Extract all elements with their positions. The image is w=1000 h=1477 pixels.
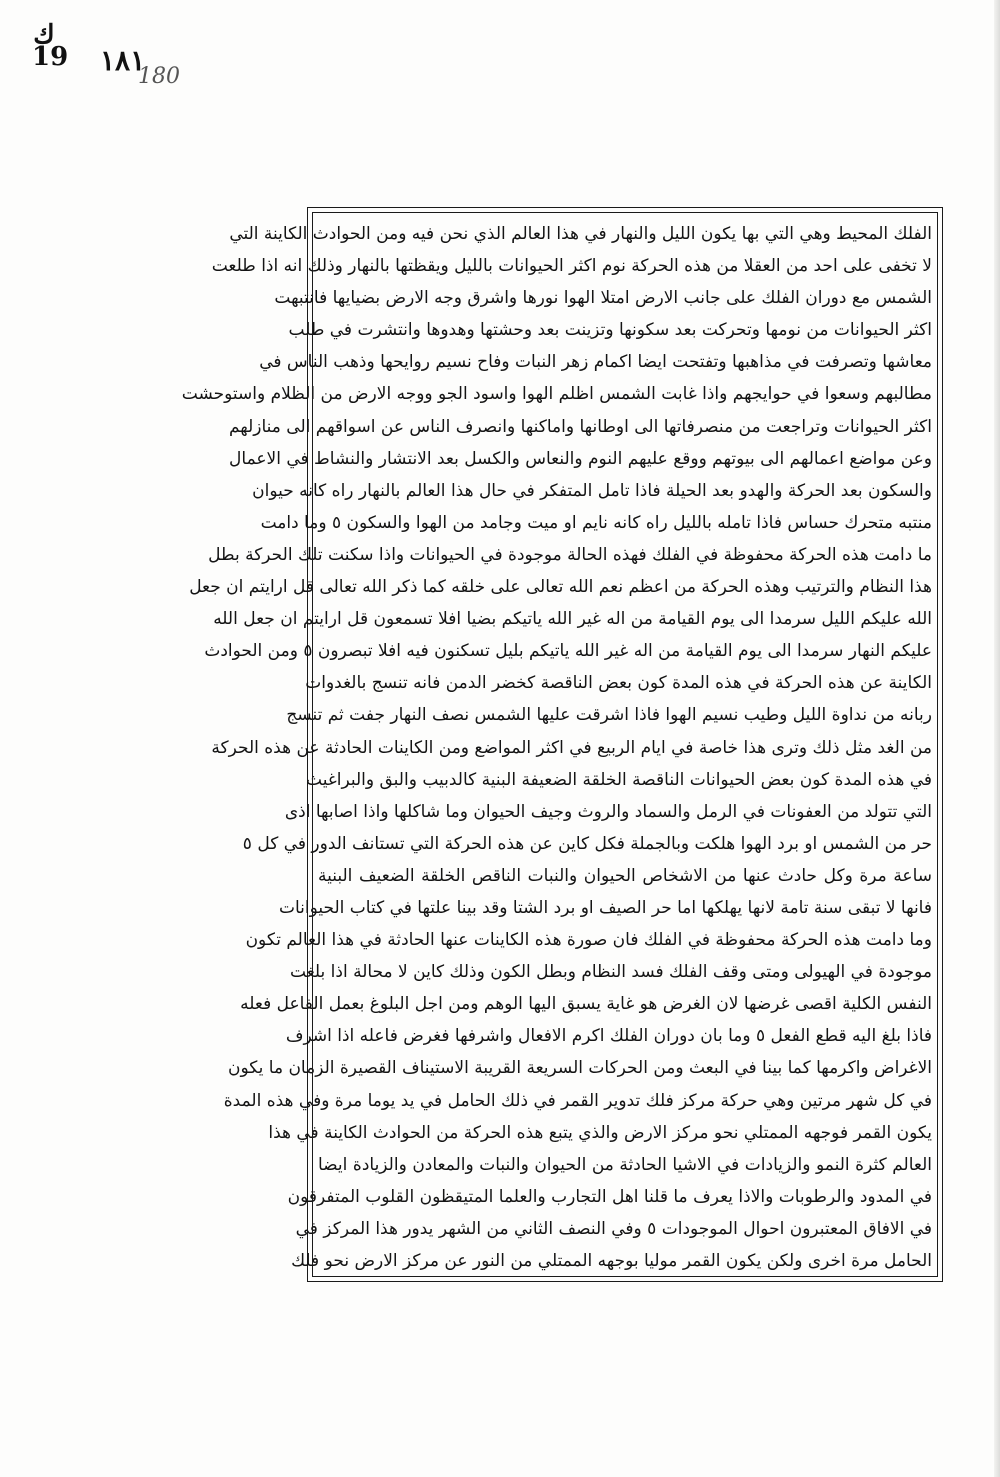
manuscript-line: معاشها وتصرفت في مذاهبها وتفتحت ايضا اكمام زهر النبات وفاح نسيم روايحها وذهب الناس في [259, 352, 932, 373]
manuscript-line: النفس الكلية اقصى غرضها لان الغرض هو غاية يسبق اليها الوهم ومن اجل البلوغ بعمل الفاعل فعله [240, 994, 932, 1015]
manuscript-line: الحامل مرة اخرى ولكن يكون القمر موليا بوجهه الممتلي من النور عن مركز الارض نحو فلك [291, 1251, 932, 1271]
manuscript-line: عليكم النهار سرمدا الى يوم القيامة من اله غير الله ياتيكم بليل تسكنون فيه افلا تبصرون ٥ ومن الحوادث [204, 641, 932, 662]
manuscript-text-block [181, 218, 932, 1275]
manuscript-line: هذا النظام والترتيب وهذه الحركة من اعظم نعم الله تعالى على خلقه كما ذكر الله تعالى قل ارايتم ان جعل [189, 577, 932, 598]
manuscript-line: منتبه متحرك حساس فاذا تامله بالليل راه كانه نايم او ميت وجامد من الهوا والسكون ٥ وما دامت [260, 512, 932, 533]
page-edge [994, 0, 1000, 1477]
folio-number-pencil: 180 [138, 64, 180, 89]
manuscript-line: لا تخفى على احد من العقلا من هذه الحركة نوم اكثر الحيوانات بالليل ويقظتها بالنهار وذلك انه اذا طلعت [211, 256, 932, 277]
manuscript-line: من الغد مثل ذلك وترى هذا خاصة في ايام الربيع في اكثر المواضع ومن الكاينات الحادثة عن هذه الحركة [211, 737, 932, 758]
folio-number-arabic: ١٨١ [100, 44, 146, 77]
manuscript-line: ساعة مرة وكل حادث عنها من الاشخاص الحيوان والنبات الناقص الخلقة الضعيف البنية [318, 865, 932, 886]
manuscript-line: في كل شهر مرتين وهي حركة مركز فلك تدوير القمر في ذلك الحامل في يد يوما مرة وفي هذه المدة [223, 1090, 932, 1111]
shelf-mark: ك 19 [32, 20, 69, 72]
manuscript-line: الكاينة عن هذه الحركة في هذه المدة كون بعض الناقصة كخضر الدمن فانه تنسج بالغدوات [305, 673, 932, 694]
manuscript-line: الاغراض واكرمها كما بينا في البعث ومن الحركات السريعة القريبة الاستيناف القصيرة الزمان ما يكون [227, 1058, 932, 1079]
manuscript-line: فانها لا تبقى سنة تامة لانها يهلكها اما حر الصيف او برد الشتا وقد بينا علتها في كتاب الحيوانات [278, 897, 932, 918]
manuscript-line: حر من الشمس او برد الهوا هلكت وبالجملة فكل كاين عن هذه الحركة التي تستانف الدور في كل ٥ [242, 833, 932, 854]
manuscript-line: في الافاق المعتبرون احوال الموجودات ٥ وفي النصف الثاني من الشهر يدور هذا المركز في [295, 1218, 932, 1239]
manuscript-line: يكون القمر فوجهه الممتلي نحو مركز الارض والذي يتبع هذه الحركة من الحوادث الكاينة في هذا [268, 1122, 932, 1143]
manuscript-line: والسكون بعد الحركة والهدو بعد الحيلة فاذا تامل المتفكر في حال هذا العالم بالنهار راه كانه حيوان [252, 480, 932, 501]
manuscript-line: وما دامت هذه الحركة محفوظة في الفلك فان صورة هذه الكاينات عنها الحادثة في هذا العالم تكون [245, 930, 932, 951]
manuscript-line: وعن مواضع اعمالهم الى بيوتهم ووقع عليهم النوم والنعاس والكسل بعد الانتشار والنشاط في الاعمال [229, 448, 932, 469]
manuscript-line: موجودة في الهيولى ومتى وقف الفلك فسد النظام وبطل الكون وذلك كاين لا محالة اذا بلغت [290, 962, 932, 983]
manuscript-line: ما دامت هذه الحركة محفوظة في الفلك فهذه الحالة موجودة في الحيوانات واذا سكنت تلك الحركة بطل [208, 544, 932, 565]
manuscript-line: في هذه المدة كون بعض الحيوانات الناقصة الخلقة الضعيفة البنية كالدبيب والبق والبراغيث [306, 769, 932, 790]
manuscript-line: مطالبهم وسعوا في حوايجهم واذا غابت الشمس اظلم الهوا واسود الجو ووجه الارض من الظلام واستوحشت [181, 384, 932, 405]
text-frame [181, 207, 943, 1282]
manuscript-line: الشمس مع دوران الفلك على جانب الارض امتلا الهوا نورها واشرق وجه الارض بضيايها فانتبهت [274, 288, 932, 309]
manuscript-line: ربانه من نداوة الليل وطيب نسيم الهوا فاذا اشرقت عليها الشمس نصف النهار جفت ثم تنسج [286, 705, 932, 726]
manuscript-line: اكثر الحيوانات وتراجعت من منصرفاتها الى اوطانها واماكنها وانصرف الناس عن اسواقهم الى منازلهم [228, 416, 932, 437]
manuscript-line: التي تتولد من العفونات في الرمل والسماد والروث وجيف الحيوان وما شاكلها واذا اصابها اذى [284, 801, 932, 822]
manuscript-line: في المدود والرطوبات والاذا يعرف ما قلنا اهل التجارب والعلما المتيقظون القلوب المتفرقون [287, 1186, 932, 1207]
manuscript-line: الله عليكم الليل سرمدا الى يوم القيامة من اله غير الله ياتيكم بضيا افلا تسمعون قل ارايتم ان جعل الله [213, 609, 932, 630]
manuscript-line: الفلك المحيط وهي التي بها يكون الليل والنهار في هذا العالم الذي نحن فيه ومن الحوادث الكاينة التي [229, 224, 932, 244]
manuscript-line: العالم كثرة النمو والزيادات في الاشيا الحادثة من الحيوان والنبات والمعادن والزيادة ايضا [318, 1154, 932, 1175]
manuscript-line: فاذا بلغ اليه قطع الفعل ٥ وما بان دوران الفلك اكرم الافعال واشرفها فغرض فاعله اذا اشرف [285, 1026, 932, 1047]
manuscript-line: اكثر الحيوانات من نومها وتحركت بعد سكونها وتزينت بعد وحشتها وهدوها وانتشرت في طلب [288, 320, 932, 341]
